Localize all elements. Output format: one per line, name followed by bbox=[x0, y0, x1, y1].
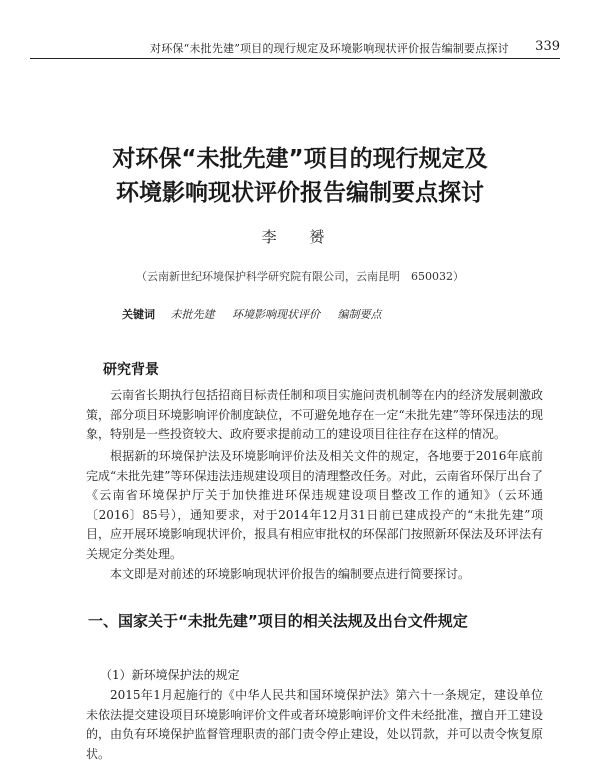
section-one-paragraph bbox=[86, 686, 543, 764]
keywords-line bbox=[122, 306, 396, 322]
paragraph-text: 云南省长期执行包括招商目标责任制和项目实施问责机制等在内的经济发展刺激政策，部分项目环境影响评价制度缺位，不可避免地存在一定“未批先建”等环保违法的现象，特别是一些投资较大、政府要求提前动工的建设项目往往存在这样的情况。 bbox=[86, 388, 543, 441]
title-line-1: 对环保“未批先建”项目的现行规定及 bbox=[112, 146, 488, 172]
paragraph-text: 本文即是对前述的环境影响现状评价报告的编制要点进行简要探讨。 bbox=[110, 567, 471, 581]
paragraph-text: 2015年1月起施行的《中华人民共和国环境保护法》第六十一条规定，建设单位未依法提交建设项目环境影响评价文件或者环境影响评价文件未经批准，擅自开工建设的，由负有环境保护监督管理职责的部门责令停止建设，处以罚款，并可以责令恢复原状。 bbox=[86, 688, 543, 761]
subsection-heading: （1）新环境保护法的规定 bbox=[100, 668, 240, 682]
background-paragraph-2 bbox=[86, 447, 543, 564]
background-paragraph-1 bbox=[86, 386, 543, 445]
running-header bbox=[30, 40, 560, 59]
keywords-label: 关键词 bbox=[122, 308, 155, 321]
background-paragraph-3 bbox=[86, 565, 543, 585]
paragraph-text: 根据新的环境保护法及环境影响评价法及相关文件的规定，各地要于2016年底前完成“未批先建”等环保违法违规建设项目的清理整改任务。对此，云南省环保厅出台了《云南省环境保护厅关于加快推进环保违规建设项目整改工作的通知》（云环通〔2016〕85号），通知要求，对于2014年12月31日前已建成投产的“未批先建”项目，应开展环境影响现状评价，报具有相应审批权的环保部门按照新环保法及环评法有关规定分类处理。 bbox=[86, 449, 543, 561]
keyword-3: 编制要点 bbox=[337, 308, 382, 321]
section-heading-one: 一、国家关于“未批先建”项目的相关法规及出台文件规定 bbox=[88, 612, 468, 630]
page-number: 339 bbox=[535, 39, 560, 54]
title-line-2: 环境影响现状评价报告编制要点探讨 bbox=[116, 180, 484, 206]
running-title: 对环保“未批先建”项目的现行规定及环境影响现状评价报告编制要点探讨 bbox=[150, 42, 509, 55]
keyword-2: 环境影响现状评价 bbox=[232, 308, 320, 321]
keyword-1: 未批先建 bbox=[170, 308, 215, 321]
section-heading-background: 研究背景 bbox=[103, 362, 159, 378]
article-title bbox=[40, 142, 560, 210]
author-name: 李 赟 bbox=[261, 228, 339, 246]
author-affiliation: （云南新世纪环境保护科学研究院有限公司，云南昆明 650032） bbox=[136, 270, 464, 283]
